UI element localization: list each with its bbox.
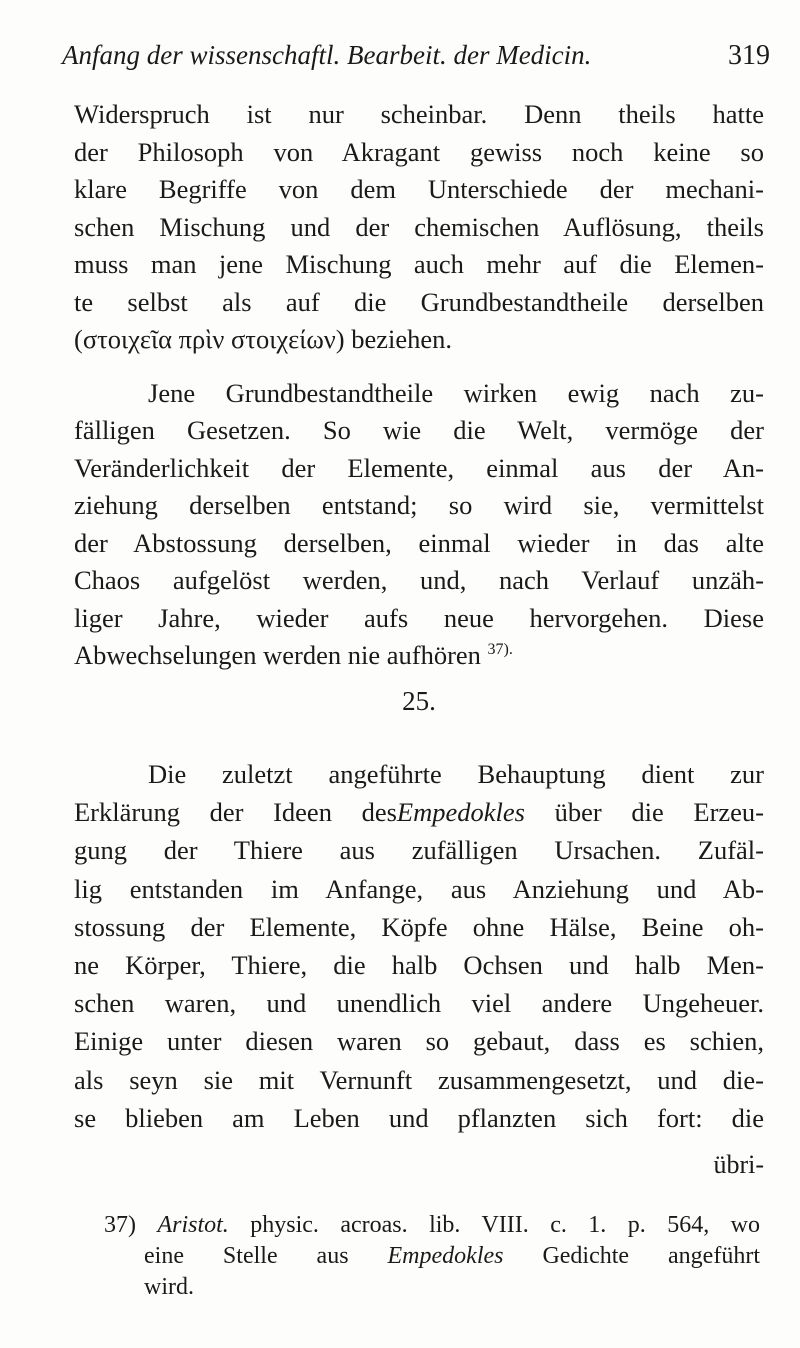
text-line-greek: (στοιχεῖα πρὶν στοιχείων) beziehen. (74, 324, 453, 354)
footnote-line (104, 1210, 760, 1241)
text-line (74, 793, 764, 831)
running-head: Anfang der wissenschaftl. Bearbeit. der Medicin. (62, 40, 592, 70)
footnote-citation: physic. acroas. lib. VIII. c. 1. p. 564, wo (228, 1212, 760, 1238)
text-line-last (74, 637, 764, 675)
text-fragment: Erklärung der Ideen des (74, 797, 397, 828)
text-line: Einige unter diesen waren so gebaut, dass es schien, (74, 1026, 764, 1057)
text-line: muss man jene Mischung auch mehr auf die Elemen- (74, 249, 764, 279)
text-line: schen Mischung und der chemischen Auflösung, theils (74, 211, 764, 242)
text-line: als seyn sie mit Vernunft zusammengesetzt, und die- (74, 1064, 764, 1095)
footnote-line: wird. (144, 1274, 194, 1300)
text-line: ne Körper, Thiere, die halb Ochsen und halb Men- (74, 949, 764, 980)
text-fragment: eine Stelle aus (144, 1243, 388, 1269)
text-line: Widerspruch ist nur scheinbar. Denn theils hatte (74, 99, 764, 129)
text-line: schen waren, und unendlich viel andere Ungeheuer. (74, 988, 764, 1019)
footnote (104, 1210, 760, 1303)
text-line: der Philosoph von Akragant gewiss noch keine so (74, 136, 764, 167)
page-header (62, 40, 770, 80)
text-line: Chaos aufgelöst werden, und, nach Verlauf unzäh- (74, 565, 764, 595)
text-line: fälligen Gesetzen. So wie die Welt, vermöge der (74, 415, 764, 445)
section-number: 25. (402, 685, 436, 716)
text-line: klare Begriffe von dem Unterschiede der mechani- (74, 174, 764, 204)
text-fragment: Gedichte angeführt (503, 1243, 760, 1269)
text-line: stossung der Elemente, Köpfe ohne Hälse, Beine oh- (74, 911, 764, 942)
footnote-marker: 37) (104, 1212, 136, 1238)
paragraph-3 (74, 755, 764, 1137)
page-number: 319 (728, 40, 770, 71)
main-text (74, 96, 764, 736)
text-line: se blieben am Leben und pflanzten sich fort: die (74, 1102, 764, 1133)
text-line: Veränderlichkeit der Elemente, einmal aus der An- (74, 452, 764, 483)
paragraph-2 (74, 375, 764, 675)
text-line-content: Abwechselungen werden nie aufhören (74, 640, 481, 670)
text-line: Die zuletzt angeführte Behauptung dient zur (148, 759, 764, 789)
text-line: liger Jahre, wieder aufs neue hervorgehen. Diese (74, 602, 764, 633)
person-name: Empedokles (387, 1243, 504, 1269)
text-line: lig entstanden im Anfange, aus Anziehung und Ab- (74, 873, 764, 904)
footnote-author: Aristot. (157, 1212, 229, 1238)
catchword: übri- (713, 1150, 764, 1179)
paragraph-1 (74, 96, 764, 359)
text-line: te selbst als auf die Grundbestandtheile derselben (74, 286, 764, 317)
footnote-reference: 37). (487, 641, 513, 659)
text-fragment: über die Erzeu- (524, 797, 764, 828)
text-line: ziehung derselben entstand; so wird sie, vermittelst (74, 490, 764, 520)
text-line: der Abstossung derselben, einmal wieder in das alte (74, 527, 764, 558)
footnote-line (104, 1241, 760, 1272)
text-line: Jene Grundbestandtheile wirken ewig nach zu- (148, 377, 764, 408)
person-name: Empedokles (396, 797, 525, 828)
text-line: gung der Thiere aus zufälligen Ursachen. Zufäl- (74, 835, 764, 866)
